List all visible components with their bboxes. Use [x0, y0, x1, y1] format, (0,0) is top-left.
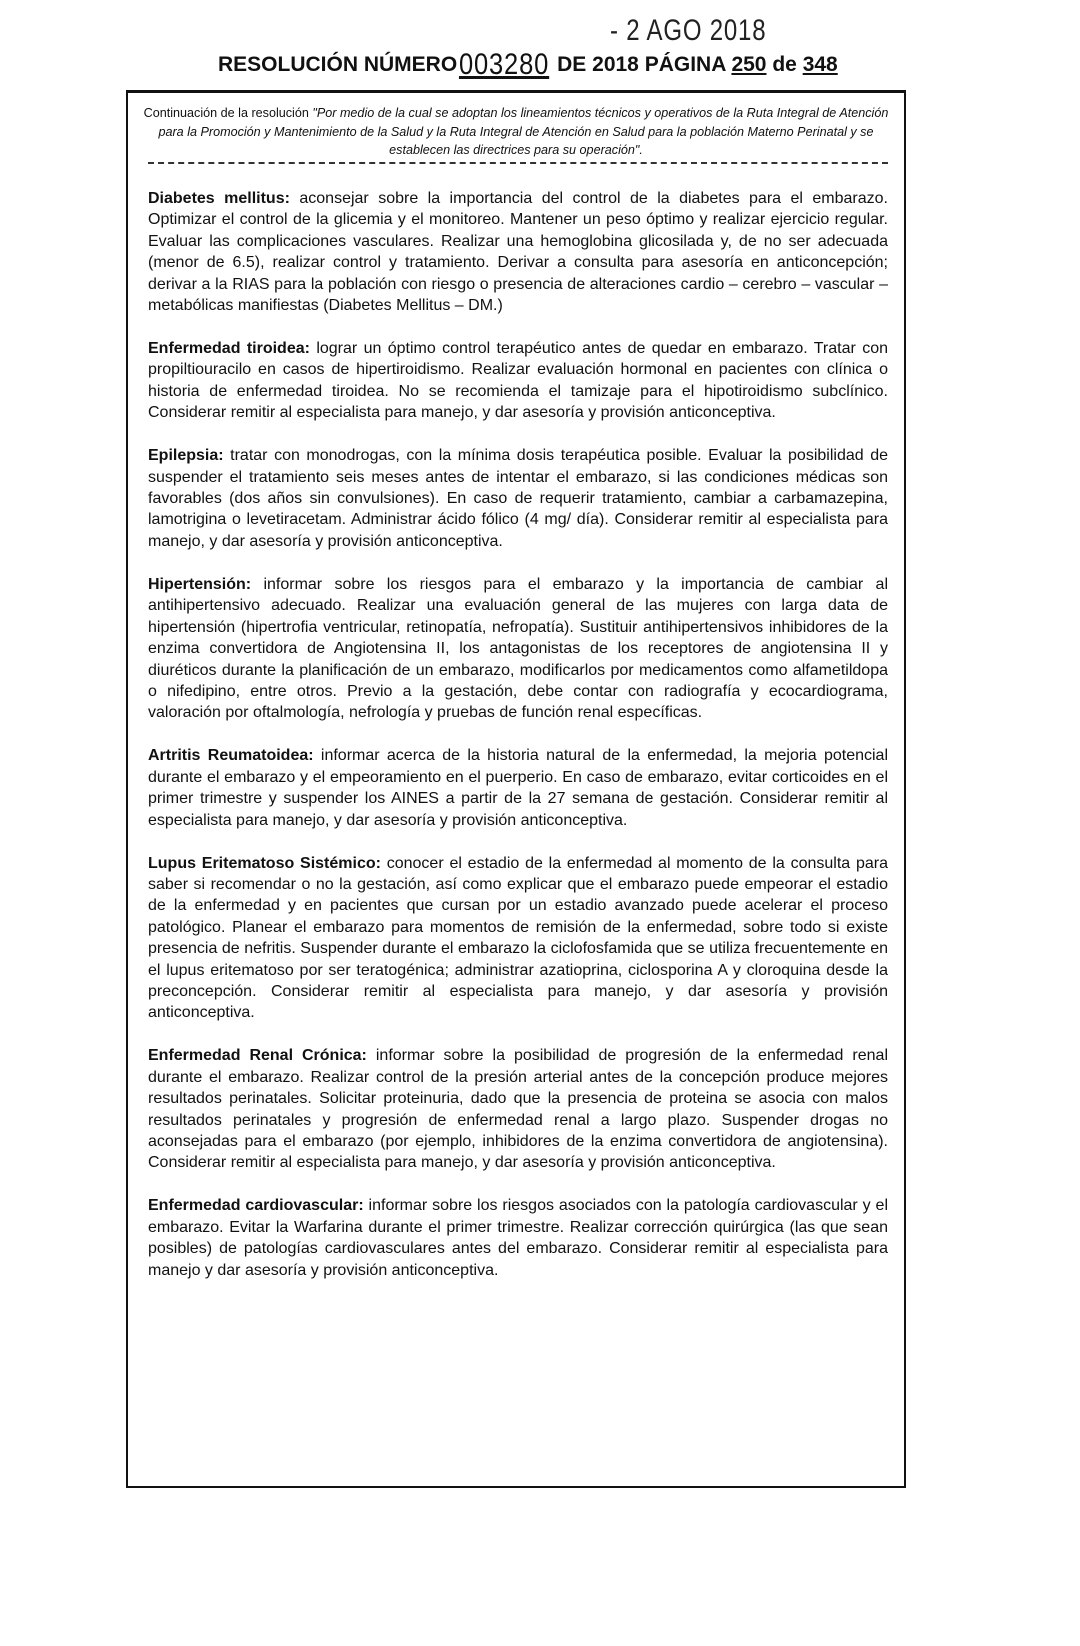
- section-text: informar sobre los riesgos para el embarazo y la importancia de cambiar al antihipertensivo adecuado. Realizar una evaluación general de las mujeres con larga data de hipertensión (hipertrofia ventricular, retinopatía, nefropatía). Sustituir antihipertensivos inhibidores de la enzima convertidora de Angiotensina II, los antagonistas de los receptores de angiotensina II y diuréticos durante la planificación de un embarazo, modificarlos por medicamentos como alfametildopa o nifedipino, entre otros. Previo a la gestación, debe contar con radiografía y ecocardiograma, valoración por oftalmología, nefrología y pruebas de función renal específicas.: [148, 575, 888, 722]
- section-paragraph: [148, 188, 888, 316]
- total-pages: 348: [802, 53, 838, 76]
- section-paragraph: [148, 574, 888, 724]
- section-title: Artritis Reumatoidea:: [148, 747, 314, 765]
- section-title: Enfermedad cardiovascular:: [148, 1197, 364, 1215]
- section-title: Epilepsia:: [148, 447, 224, 465]
- section-text: informar sobre los riesgos asociados con la patología cardiovascular y el embarazo. Evitar la Warfarina durante el primer trimestre. Realizar corrección quirúrgica (las que sean posibles) de patologías cardiovasculares antes del embarazo. Considerar remitir al especialista para manejo y dar asesoría y provisión anticonceptiva.: [148, 1197, 889, 1279]
- page-number: 250: [731, 53, 767, 76]
- section-title: Lupus Eritematoso Sistémico:: [148, 854, 381, 872]
- subheader-quote: "Por medio de la cual se adoptan los lineamientos técnicos y operativos de la Ruta Integral de Atención para la Promoción y Mantenimiento de la Salud y la Ruta Integral de Atención en Salud para la población Materno Perinatal y se establecen las directrices para su operación".: [158, 106, 889, 157]
- section-paragraph: [148, 445, 888, 552]
- resolution-year: DE 2018 PÁGINA: [557, 53, 726, 76]
- section-text: aconsejar sobre la importancia del control de la diabetes para el embarazo. Optimizar el control de la glicemia y el monitoreo. Mantener un peso óptimo y realizar ejercicio regular. Evaluar las complicaciones vasculares. Realizar una hemoglobina glicosilada y, de no ser adecuada (menor de 6.5), realizar control y tratamiento. Derivar a consulta para asesoría en anticoncepción; derivar a la RIAS para la población con riesgo o presencia de alteraciones cardio – cerebro – vascular – metabólicas manifiestas (Diabetes Mellitus – DM.): [148, 190, 888, 315]
- section-text: lograr un óptimo control terapéutico antes de quedar en embarazo. Tratar con propiltiouracilo en casos de hipertiroidismo. Realizar evaluación hormonal en pacientes con clínica o historia de enfermedad tiroidea. No se recomienda el tamizaje para el hipotiroidismo subclínico. Considerar remitir al especialista para manejo, y dar asesoría y provisión anticonceptiva.: [148, 340, 888, 422]
- section-text: informar sobre la posibilidad de progresión de la enfermedad renal durante el embarazo. Realizar control de la presión arterial antes de la concepción produce mejores resultados perinatales. Solicitar proteinuria, dado que la presencia de proteina se asocia con malos resultados perinatales y progresión de enfermedad renal a largo plazo. Suspender drogas no aconsejadas para el embarazo (por ejemplo, inhibidores de la enzima convertidora de angiotensina). Considerar remitir al especialista para manejo, y dar asesoría y provisión anticonceptiva.: [148, 1047, 888, 1172]
- section-paragraph: [148, 1045, 888, 1173]
- section-paragraph: [148, 338, 888, 424]
- resolution-number: 003280: [459, 48, 550, 81]
- subheader-lead: Continuación de la resolución: [143, 106, 313, 120]
- section-title: Enfermedad Renal Crónica:: [148, 1047, 367, 1065]
- date-stamp: - 2 AGO 2018: [610, 14, 767, 47]
- section-paragraph: [148, 745, 888, 831]
- section-text: informar acerca de la historia natural de la enfermedad, la mejoria potencial durante el embarazo y el empeoramiento en el puerperio. En caso de embarazo, evitar corticoides en el primer trimestre y suspender los AINES a partir de la 27 semana de gestación. Considerar remitir al especialista para manejo, y dar asesoría y provisión anticonceptiva.: [148, 747, 888, 829]
- section-title: Hipertensión:: [148, 575, 252, 593]
- resolution-prefix: RESOLUCIÓN NÚMERO: [218, 53, 458, 76]
- section-title: Enfermedad tiroidea:: [148, 340, 310, 358]
- resolution-line: [218, 48, 838, 82]
- document-body: [148, 188, 888, 1303]
- of-text: de: [772, 53, 797, 76]
- section-text: conocer el estadio de la enfermedad al momento de la consulta para saber si recomendar o no la gestación, así como explicar que el embarazo puede empeorar el estadio de la enfermedad y en pacientes que cursan por un estadio avanzado puede acelerar el proceso patológico. Planear el embarazo para momentos de remisión de la enfermedad, sobre todo si existe presencia de nefritis. Suspender durante el embarazo la ciclofosfamida que se utiliza frecuentemente en el lupus eritematoso por ser teratogénica; administrar azatioprina, ciclosporina A y cloroquina desde la preconcepción. Considerar remitir al especialista para manejo, y dar asesoría y provisión anticonceptiva.: [148, 854, 889, 1022]
- section-title: Diabetes mellitus:: [148, 190, 290, 207]
- page-header: [0, 0, 1080, 90]
- resolution-subheader: [140, 104, 892, 160]
- section-paragraph: [148, 853, 888, 1024]
- section-text: tratar con monodrogas, con la mínima dosis terapéutica posible. Evaluar la posibilidad de suspender el tratamiento seis meses antes de intentar el embarazo, si las condiciones médicas son favorables (dos años sin convulsiones). En caso de requerir tratamiento, cambiar a carbamazepina, lamotrigina o levetiracetam. Administrar ácido fólico (4 mg/ día). Considerar remitir al especialista para manejo, y dar asesoría y provisión anticonceptiva.: [148, 447, 888, 550]
- dashed-divider: [148, 162, 888, 164]
- section-paragraph: [148, 1195, 888, 1281]
